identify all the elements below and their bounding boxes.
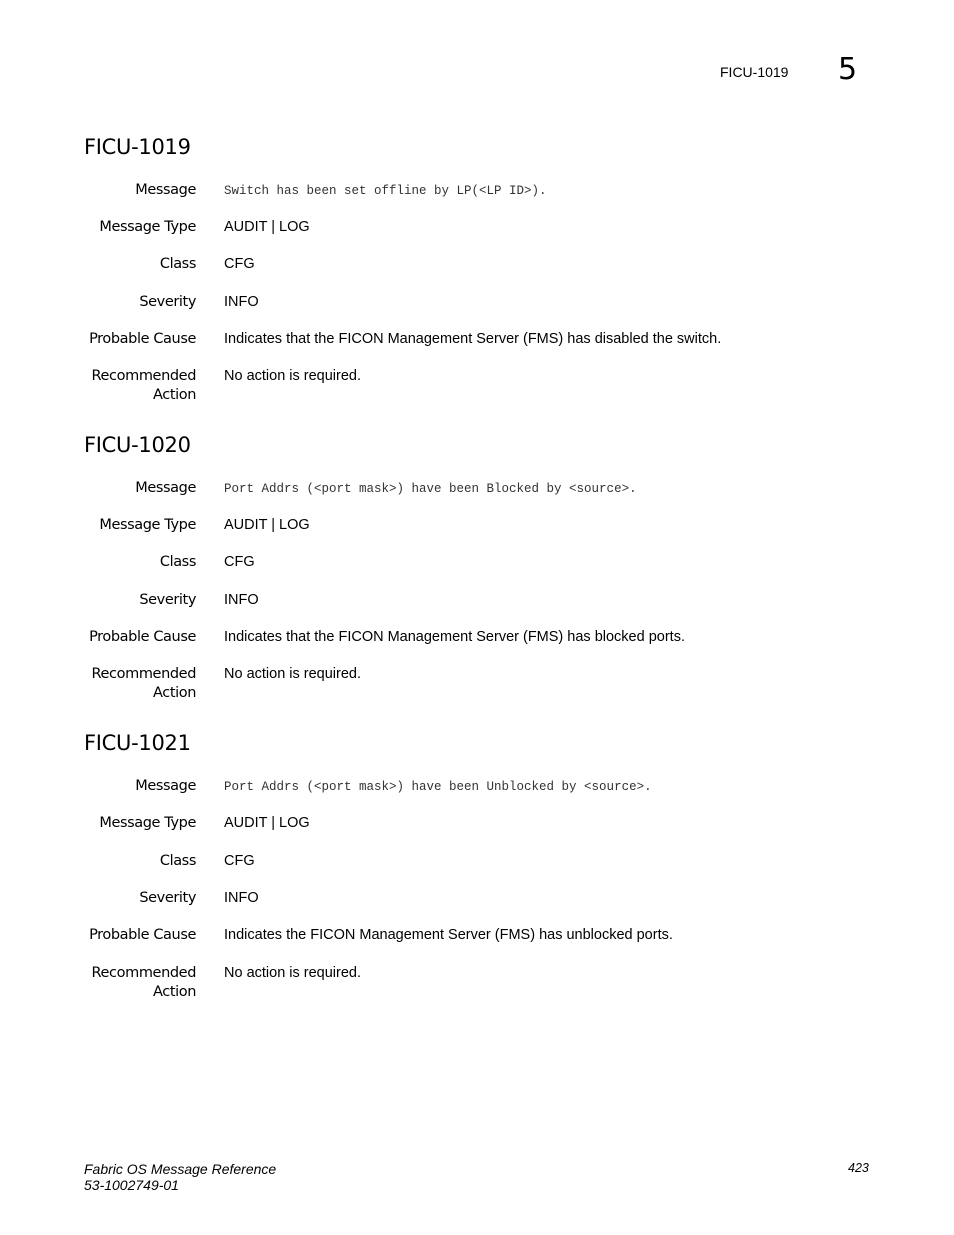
class-label: Class xyxy=(159,853,196,869)
message-label: Message xyxy=(135,480,196,496)
recommended-action-label-line2: Action xyxy=(152,685,196,701)
recommended-action-label-line1: Recommended xyxy=(91,368,196,384)
message-type-label: Message Type xyxy=(99,517,196,533)
message-value: Port Addrs (<port mask>) have been Blocked by <source>. xyxy=(224,482,637,496)
recommended-action-value: No action is required. xyxy=(224,965,362,981)
recommended-action-label-line1: Recommended xyxy=(91,965,196,981)
recommended-action-value: No action is required. xyxy=(224,368,362,384)
severity-value: INFO xyxy=(224,294,259,310)
footer-doc-number: 53-1002749-01 xyxy=(84,1177,179,1193)
message-type-value: AUDIT | LOG xyxy=(224,815,310,831)
message-type-label: Message Type xyxy=(99,219,196,235)
probable-cause-label: Probable Cause xyxy=(89,927,196,943)
class-value: CFG xyxy=(224,256,255,272)
message-label: Message xyxy=(135,182,196,198)
class-value: CFG xyxy=(224,554,255,570)
message-value: Port Addrs (<port mask>) have been Unblocked by <source>. xyxy=(224,780,652,794)
entry-title: FICU-1019 xyxy=(84,135,191,159)
running-head: FICU-1019 xyxy=(720,64,789,80)
entry-title: FICU-1020 xyxy=(84,433,191,457)
recommended-action-label-line2: Action xyxy=(152,984,196,1000)
probable-cause-value: Indicates the FICON Management Server (FMS) has unblocked ports. xyxy=(224,927,673,943)
footer-doc-info xyxy=(84,1161,276,1193)
recommended-action-value: No action is required. xyxy=(224,666,362,682)
severity-value: INFO xyxy=(224,890,259,906)
message-type-value: AUDIT | LOG xyxy=(224,517,310,533)
recommended-action-label-line1: Recommended xyxy=(91,666,196,682)
recommended-action-label-line2: Action xyxy=(152,387,196,403)
probable-cause-value: Indicates that the FICON Management Server (FMS) has blocked ports. xyxy=(224,629,685,645)
chapter-number: 5 xyxy=(838,52,858,87)
probable-cause-label: Probable Cause xyxy=(89,629,196,645)
footer-doc-title: Fabric OS Message Reference xyxy=(84,1161,277,1177)
probable-cause-value: Indicates that the FICON Management Server (FMS) has disabled the switch. xyxy=(224,331,722,347)
class-label: Class xyxy=(159,554,196,570)
recommended-action-label xyxy=(40,367,196,405)
class-value: CFG xyxy=(224,853,255,869)
severity-label: Severity xyxy=(139,592,196,608)
probable-cause-label: Probable Cause xyxy=(89,331,196,347)
class-label: Class xyxy=(159,256,196,272)
recommended-action-label xyxy=(40,665,196,703)
recommended-action-label xyxy=(40,964,196,1002)
message-type-value: AUDIT | LOG xyxy=(224,219,310,235)
message-label: Message xyxy=(135,778,196,794)
severity-value: INFO xyxy=(224,592,259,608)
footer-page-number: 423 xyxy=(848,1161,869,1175)
message-value: Switch has been set offline by LP(<LP ID>). xyxy=(224,184,547,198)
entry-title: FICU-1021 xyxy=(84,731,191,755)
severity-label: Severity xyxy=(139,890,196,906)
severity-label: Severity xyxy=(139,294,196,310)
message-type-label: Message Type xyxy=(99,815,196,831)
